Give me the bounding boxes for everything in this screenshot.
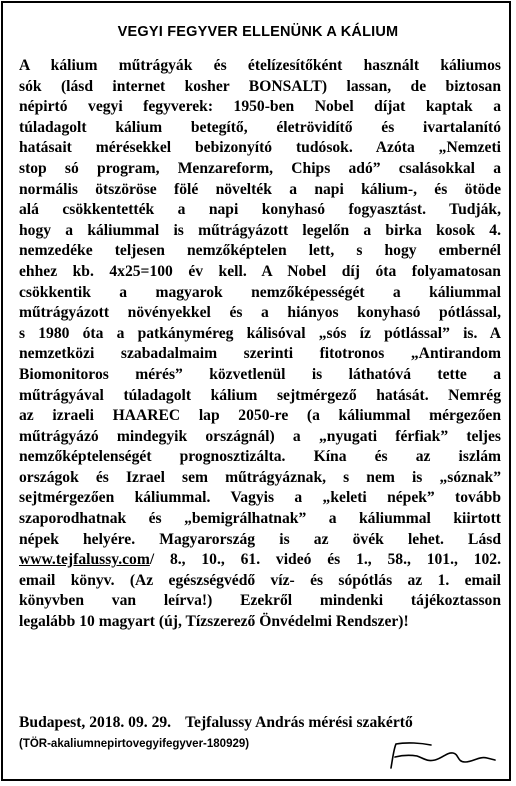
document-reference: (TÖR-akaliumnepirtovegyifegyver-180929) [19,738,250,750]
body-line: s 1980 óta a patkányméreg kálisóval „sós íz pótlással” is. A [19,324,501,342]
footer-author: Tejfalussy András mérési szakértő [185,714,413,731]
acronym-word-r: endszer)! [347,613,409,631]
body-line: műtrágyázott növényekkel és a hiányos konyhasó pótlással, [19,304,501,322]
acronym-letter-t: T [185,613,196,631]
body-line: hogy a káliummal is műtrágyázott legelőn a birka kosok 4. [19,221,501,239]
body-line: az izraeli HAAREC lap 2050-re (a káliummal mérgezően [19,407,501,425]
body-line: normális ötszöröse fölé növelték a napi kálium-, és ötöde [19,180,501,198]
body-line: csökkentik a magyarok nemzőképességét a káliummal [19,283,501,301]
handwritten-signature [387,738,503,774]
footer-signature-line [19,714,505,732]
final-line [19,612,501,633]
body-line: szaporodhatnak és „bemigrálhatnak” a káliummal kiirtott [19,510,501,528]
final-line-pre: legalább 10 magyart (új, [19,613,186,631]
body-line: hatásait mérésekkel bebizonyító tudósok. Azóta „Nemzeti [19,139,501,157]
body-line: műtrágyázó mindegyik országnál) a „nyugati férfiak” teljes [19,427,501,445]
body-line: nemzőképtelenségét prognosztizálta. Kína és az iszlám [19,448,501,466]
body-line: túladagolt kálium betegítő, életrövidítő és ivartalanító [19,118,501,136]
body-line: Biomonitoros mérés” közvetlenül is láthatóvá tette a [19,365,501,383]
acronym-letter-r: R [335,613,348,631]
footer-date: Budapest, 2018. 09. 29. [19,714,172,731]
document-title: VEGYI FEGYVER ELLENÜNK A KÁLIUM [117,24,399,40]
body-line: könyvben van leírva!) Ezekről mindenki tájékoztasson [19,592,501,610]
body-line: A kálium műtrágyák és ételízesítőként használt káliumos [19,57,501,74]
body-line: sejtmérgezően káliummal. Vagyis a „keleti népek” tovább [19,489,501,507]
body-line: nemzedéke teljesen nemzőképtelen lett, s hogy embernél [19,242,501,260]
body-line: ehhez kb. 4x25=100 év kell. A Nobel díj óta folyamatosan [19,262,501,280]
acronym-letter-o: Ö [259,613,272,631]
body-line: nemzetközi szabadalmaim szerinti fitotronos „Antirandom [19,345,501,363]
website-link[interactable]: www.tejfalussy.com [19,551,150,569]
body-line: műtrágyával túladagolt kálium sejtmérgező hatását. Nemrég [19,386,501,404]
body-line: sók (lásd internet kosher BONSALT) lassan, de biztosan [19,77,501,95]
body-line: országok és Izrael sem műtrágyáznak, s nem is „sóznak” [19,468,501,486]
acronym-word-t: ízszerező [195,613,260,631]
body-line: stop só program, Menzareform, Chips adó” csalásokkal a [19,159,501,177]
body-line: népirtó vegyi fegyverek: 1950-ben Nobel díjat kaptak a [19,98,501,116]
body-line: népek helyére. Magyarország is az övék lehet. Lásd [19,530,501,548]
link-line-rest: / 8., 10., 61. videó és 1., 58., 101., 102. [149,551,501,569]
acronym-word-o: nvédelmi [271,613,336,631]
document-frame [1,1,511,781]
body-line: email könyv. (Az egészségvédő víz- és sópótlás az 1. email [19,571,501,589]
body-line: alá csökkentették a napi konyhasó fogyasztást. Tudják, [19,201,501,219]
article-body [19,56,501,633]
body-line-with-link [19,550,501,571]
